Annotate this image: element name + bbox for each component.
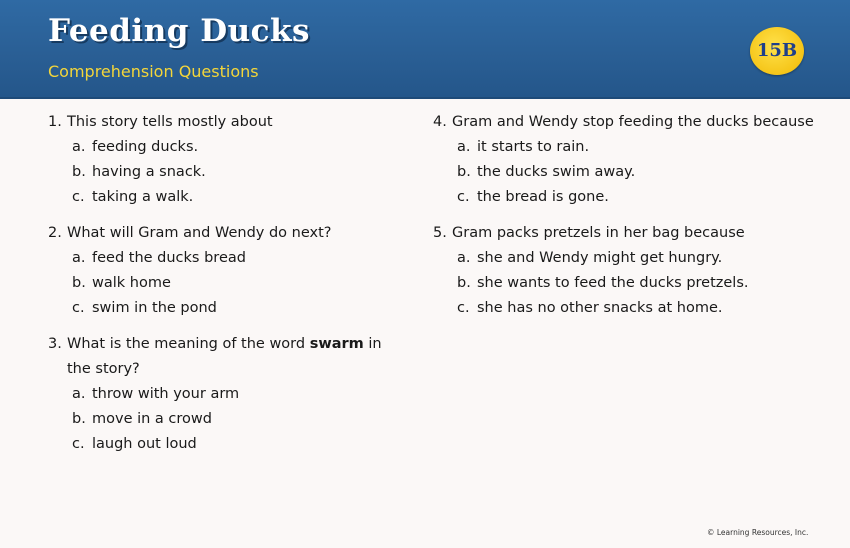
card-number-badge: 15B — [750, 27, 804, 75]
question-text: Gram packs pretzels in her bag because — [452, 225, 745, 241]
option-text: having a snack. — [92, 164, 206, 180]
question-text-before: What is the meaning of the word — [67, 336, 310, 352]
option-letter: a. — [72, 386, 86, 402]
answer-option-a[interactable] — [72, 135, 403, 160]
left-column — [48, 110, 403, 468]
option-letter: b. — [72, 164, 86, 180]
option-letter: c. — [457, 300, 470, 316]
answer-option-b[interactable] — [457, 271, 833, 296]
answer-option-a[interactable] — [72, 246, 403, 271]
answer-option-b[interactable] — [72, 407, 403, 432]
option-text: she has no other snacks at home. — [477, 300, 723, 316]
card-subtitle: Comprehension Questions — [48, 62, 259, 81]
question-5 — [433, 221, 833, 321]
vocabulary-word: swarm — [309, 336, 364, 352]
answer-option-c[interactable] — [72, 296, 403, 321]
option-letter: a. — [72, 139, 86, 155]
option-text: the ducks swim away. — [477, 164, 636, 180]
option-text: throw with your arm — [92, 386, 240, 402]
right-column — [433, 110, 833, 332]
option-text: she and Wendy might get hungry. — [477, 250, 723, 266]
question-4 — [433, 110, 833, 210]
answer-option-b[interactable] — [457, 160, 833, 185]
question-prompt — [48, 332, 403, 382]
option-text: feed the ducks bread — [92, 250, 246, 266]
question-2 — [48, 221, 403, 321]
question-text — [67, 332, 403, 382]
option-letter: b. — [457, 275, 471, 291]
question-3 — [48, 332, 403, 457]
answer-option-b[interactable] — [72, 160, 403, 185]
option-letter: b. — [457, 164, 471, 180]
option-text: she wants to feed the ducks pretzels. — [477, 275, 749, 291]
answer-option-c[interactable] — [72, 185, 403, 210]
option-text: swim in the pond — [92, 300, 217, 316]
option-text: it starts to rain. — [477, 139, 590, 155]
answer-option-c[interactable] — [72, 432, 403, 457]
question-number: 2. — [48, 225, 62, 241]
question-number: 4. — [433, 114, 447, 130]
question-text: This story tells mostly about — [67, 114, 273, 130]
option-letter: b. — [72, 411, 86, 427]
answer-option-c[interactable] — [457, 185, 833, 210]
option-text: laugh out loud — [92, 436, 197, 452]
question-number: 5. — [433, 225, 447, 241]
option-letter: b. — [72, 275, 86, 291]
question-text-after: in the story? — [67, 336, 382, 377]
question-number: 3. — [48, 336, 62, 352]
question-prompt — [433, 110, 833, 135]
answer-option-a[interactable] — [457, 135, 833, 160]
card-header — [0, 0, 850, 99]
option-text: taking a walk. — [92, 189, 194, 205]
option-text: move in a crowd — [92, 411, 212, 427]
answer-option-b[interactable] — [72, 271, 403, 296]
option-letter: c. — [72, 189, 85, 205]
question-prompt — [48, 110, 403, 135]
option-letter: a. — [72, 250, 86, 266]
option-letter: c. — [457, 189, 470, 205]
card-title: Feeding Ducks — [48, 13, 310, 49]
question-number: 1. — [48, 114, 62, 130]
question-prompt — [48, 221, 403, 246]
option-text: feeding ducks. — [92, 139, 199, 155]
option-letter: c. — [72, 436, 85, 452]
option-text: the bread is gone. — [477, 189, 609, 205]
answer-option-a[interactable] — [72, 382, 403, 407]
question-1 — [48, 110, 403, 210]
option-letter: c. — [72, 300, 85, 316]
copyright-notice: © Learning Resources, Inc. — [707, 528, 809, 537]
question-prompt — [433, 221, 833, 246]
option-letter: a. — [457, 139, 471, 155]
option-letter: a. — [457, 250, 471, 266]
option-text: walk home — [92, 275, 171, 291]
question-text: What will Gram and Wendy do next? — [67, 225, 332, 241]
answer-option-a[interactable] — [457, 246, 833, 271]
question-text: Gram and Wendy stop feeding the ducks because — [452, 114, 814, 130]
answer-option-c[interactable] — [457, 296, 833, 321]
